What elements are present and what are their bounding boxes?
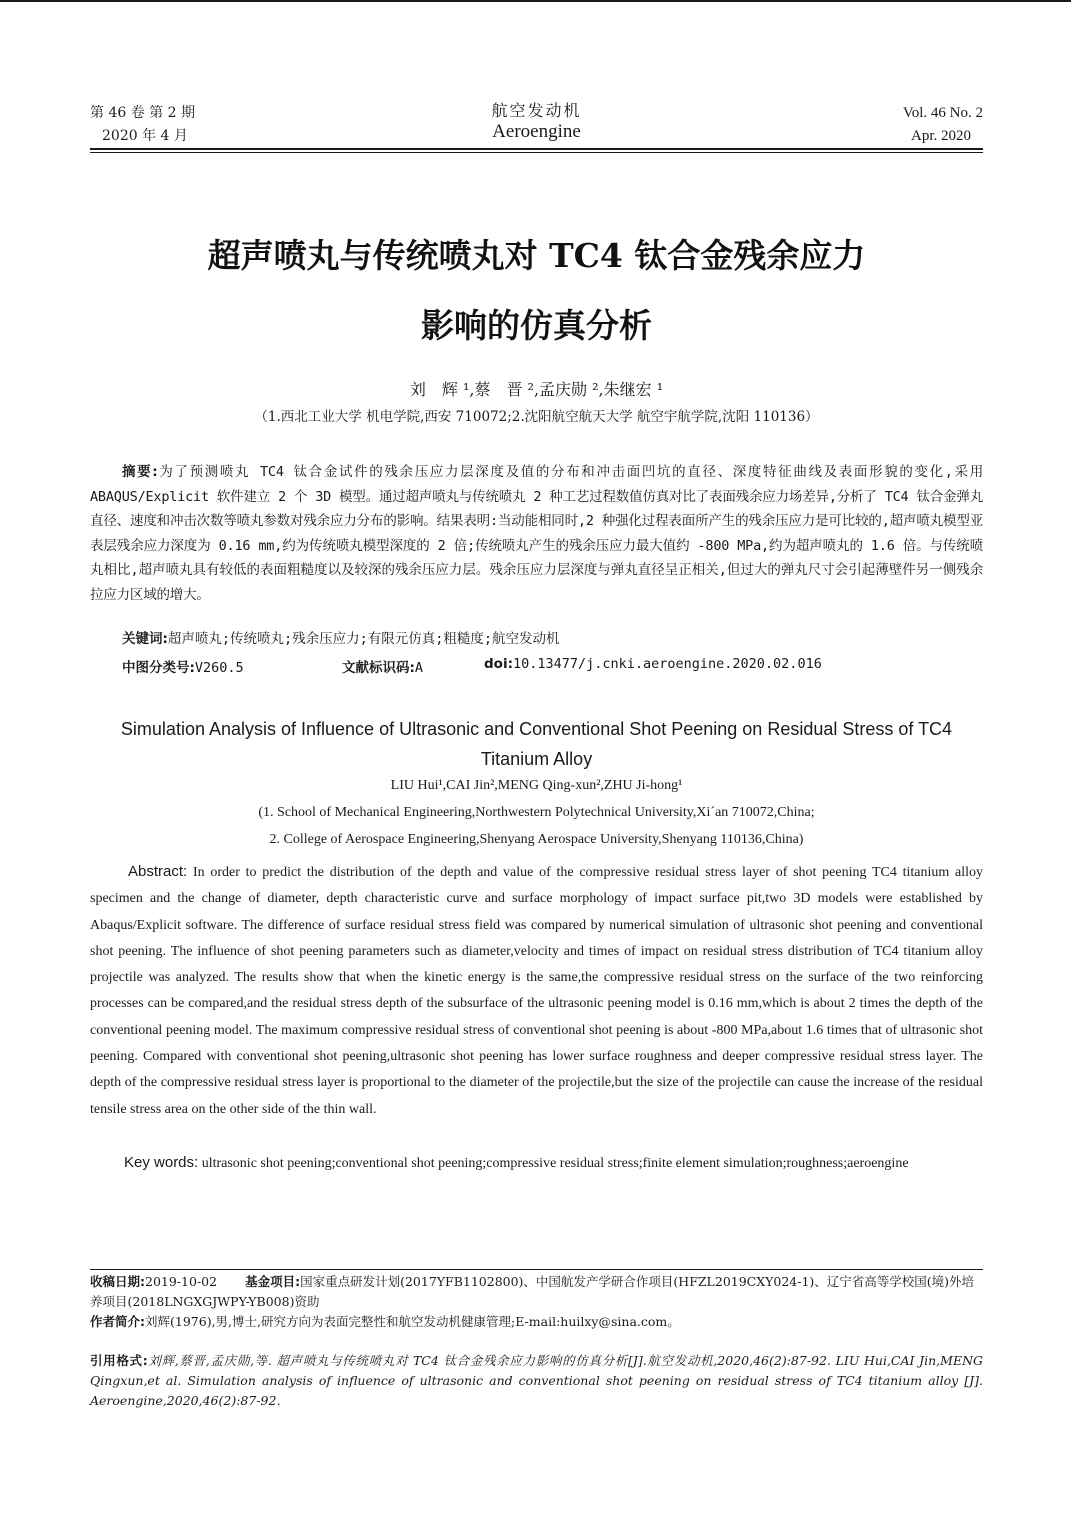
doc-label: 文献标识码: xyxy=(342,660,415,676)
date-en: Apr. 2020 xyxy=(911,128,971,144)
abstract-cn-text: 为了预测喷丸 TC4 钛合金试件的残余压应力层深度及值的分布和冲击面凹坑的直径、深度特征曲线及表面形貌的变化,采用 ABAQUS/Explicit 软件建立 2 个 3D 模型。通过超声喷丸与传统喷丸 2 种工艺过程数值仿真对比了表面残余应力场差异,分析了 TC4 钛合金弹丸直径、速度和冲击次数等喷丸参数对残余应力分布的影响。结果表明:当动能相同时,2 种强化过程表面所产生的残余压应力是可比较的,超声喷丸模型亚表层残余应力深度为 0.16 mm,约为传统喷丸模型深度的 2 倍;传统喷丸产生的残余压应力最大值约 -800 MPa,约为超声喷丸的 1.6 倍。与传统喷丸相比,超声喷丸具有较低的表面粗糙度以及较深的残余压应力层。残余压应力层深度与弹丸直径呈正相关,但过大的弹丸尺寸会引起薄壁件另一侧残余拉应力区域的增大。 xyxy=(90,464,983,603)
received-label: 收稿日期: xyxy=(90,1274,145,1289)
received-value: 2019-10-02 xyxy=(145,1274,218,1289)
doc-value: A xyxy=(414,660,424,676)
paper-title-line1: 超声喷丸与传统喷丸对 TC4 钛合金残余应力 xyxy=(207,236,866,275)
fund-label: 基金项目: xyxy=(245,1274,301,1289)
journal-header xyxy=(90,102,983,152)
citation-text: 刘辉,蔡晋,孟庆勋,等. 超声喷丸与传统喷丸对 TC4 钛合金残余应力影响的仿真分析[J].航空发动机,2020,46(2):87-92. LIU Hui,CAI Jin,MENG Qingxun,et al. Simulation analysis of influence of ultrasonic and conventional shot peening on residual stress of TC4 titanium alloy [J]. Aeroengine,2020,46(2):87-92. xyxy=(90,1353,983,1408)
keywords-cn-label: 关键词: xyxy=(122,631,168,647)
keywords-cn xyxy=(122,627,983,647)
footnote-rule xyxy=(90,1269,983,1270)
keywords-en-text: ultrasonic shot peening;conventional shot peening;compressive residual stress;finite element simulation;roughness;aeroengine xyxy=(201,1156,909,1171)
doi xyxy=(484,656,822,672)
footnote-author-line xyxy=(90,1312,983,1332)
footnote-fund-line xyxy=(90,1272,983,1312)
journal-name xyxy=(90,98,983,143)
keywords-cn-text: 超声喷丸;传统喷丸;残余压应力;有限元仿真;粗糙度;航空发动机 xyxy=(167,631,560,647)
authors-cn: 刘 辉 ¹,蔡 晋 ²,孟庆勋 ²,朱继宏 ¹ xyxy=(409,380,664,399)
doi-value: 10.13477/j.cnki.aeroengine.2020.02.016 xyxy=(512,656,822,672)
issue-info-en xyxy=(903,102,983,148)
journal-name-cn: 航空发动机 xyxy=(491,101,582,120)
date-cn: 2020 年 4 月 xyxy=(102,128,188,144)
author-bio-value: 刘辉(1976),男,博士,研究方向为表面完整性和航空发动机健康管理;E-mail:huilxy@sina.com。 xyxy=(145,1314,680,1329)
abstract-en-text: In order to predict the distribution of the depth and value of the compressive residual stress layer of shot peening TC4 titanium alloy specimen and the change of diameter, depth characteristic curve and surface morphology of impact surface pit,two 3D models were established by Abaqus/Explicit software. The difference of surface residual stress field was compared by numerical simulation of ultrasonic shot peening and conventional shot peening. The influence of shot peening parameters such as diameter,velocity and times of impact on residual stress distribution of TC4 titanium alloy projectile was analyzed. The results show that when the kinetic energy is the same,the compressive residual stress on the surface of the two reinforcing processes can be compared,and the residual stress depth of the subsurface of the ultrasonic peening model is 0.16 mm,which is about 2 times the depth of the conventional peening model. The maximum compressive residual stress of conventional shot peening is about -800 MPa,about 1.6 times that of ultrasonic shot peening. Compared with conventional shot peening,ultrasonic shot peening has lower surface roughness and deeper compressive residual stress layer. The depth of the compressive residual stress layer is proportional to the diameter of the projectile,but the size of the projectile can cause the increase of the residual tensile stress area on the other side of the thin wall. xyxy=(90,865,983,1117)
keywords-en-label: Key words: xyxy=(124,1154,199,1171)
abstract-cn xyxy=(90,460,983,607)
clc-code xyxy=(122,656,244,676)
header-rule xyxy=(90,148,983,150)
volume-issue-cn: 第 46 卷 第 2 期 xyxy=(90,105,195,121)
clc-value: V260.5 xyxy=(194,660,244,676)
author-bio-label: 作者简介: xyxy=(90,1314,145,1329)
keywords-en xyxy=(90,1150,983,1177)
paper-title-en: Simulation Analysis of Influence of Ultrasonic and Conventional Shot Peening on Residual Stress of TC4 Titanium Alloy xyxy=(120,719,953,769)
doi-label: doi: xyxy=(484,656,513,672)
fund-value: 国家重点研发计划(2017YFB1102800)、中国航发产学研合作项目(HFZL2019CXY024-1)、辽宁省高等学校国(境)外培养项目(2018LNGXGJWPY-YB008)资助 xyxy=(90,1274,975,1309)
citation-label: 引用格式: xyxy=(90,1353,148,1368)
affiliation-cn: （1.西北工业大学 机电学院,西安 710072;2.沈阳航空航天大学 航空宇航学院,沈阳 110136） xyxy=(254,409,819,425)
abstract-cn-label: 摘要: xyxy=(122,464,158,480)
affiliation-en-1: (1. School of Mechanical Engineering,Northwestern Polytechnical University,Xi´an 710072,China; xyxy=(258,805,815,820)
authors-en: LIU Hui¹,CAI Jin²,MENG Qing-xun²,ZHU Ji-hong¹ xyxy=(390,778,683,793)
page-top-rule xyxy=(0,0,1071,2)
doc-code xyxy=(342,656,423,676)
affiliation-en-2: 2. College of Aerospace Engineering,Shenyang Aerospace University,Shenyang 110136,China) xyxy=(269,832,804,847)
header-rule-thin xyxy=(90,152,983,153)
footnote xyxy=(90,1272,983,1332)
abstract-en xyxy=(90,859,983,1123)
paper-title-line2: 影响的仿真分析 xyxy=(421,306,652,345)
journal-name-en: Aeroengine xyxy=(492,121,581,142)
volume-issue-en: Vol. 46 No. 2 xyxy=(902,105,983,121)
citation xyxy=(90,1351,983,1411)
abstract-en-label: Abstract: xyxy=(128,863,188,880)
clc-label: 中图分类号: xyxy=(122,660,195,676)
